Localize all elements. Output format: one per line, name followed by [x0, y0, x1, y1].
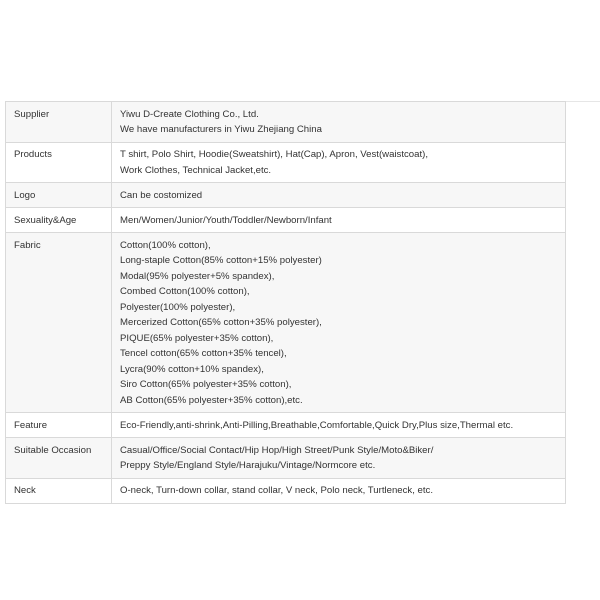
- value-line: Polyester(100% polyester),: [120, 301, 236, 313]
- row-neck: [6, 478, 566, 503]
- value-line: Long-staple Cotton(85% cotton+15% polyester): [120, 255, 322, 266]
- value-line: PIQUE(65% polyester+35% cotton),: [120, 332, 274, 344]
- value-line: Men/Women/Junior/Youth/Toddler/Newborn/Infant: [120, 214, 332, 226]
- row-value: [112, 478, 566, 503]
- row-value: [112, 413, 566, 438]
- value-line: Cotton(100% cotton),: [120, 239, 211, 251]
- row-label: Neck: [6, 478, 112, 503]
- value-line: Lycra(90% cotton+10% spandex),: [120, 363, 264, 375]
- value-line: Combed Cotton(100% cotton),: [120, 286, 250, 297]
- row-value: [112, 102, 566, 143]
- row-products: [6, 142, 566, 183]
- value-line: Work Clothes, Technical Jacket,etc.: [120, 164, 272, 176]
- value-line: O-neck, Turn-down collar, stand collar, V neck, Polo neck, Turtleneck, etc.: [120, 485, 434, 496]
- value-line: Yiwu D-Create Clothing Co., Ltd.: [120, 108, 259, 120]
- row-logo: [6, 183, 566, 208]
- value-line: We have manufacturers in Yiwu Zhejiang China: [120, 124, 322, 135]
- value-line: Preppy Style/England Style/Harajuku/Vintage/Normcore etc.: [120, 460, 376, 471]
- value-line: Casual/Office/Social Contact/Hip Hop/High Street/Punk Style/Moto&Biker/: [120, 444, 434, 456]
- row-value: [112, 142, 566, 183]
- value-line: AB Cotton(65% polyester+35% cotton),etc.: [120, 394, 303, 406]
- row-label: Supplier: [6, 102, 112, 143]
- value-line: T shirt, Polo Shirt, Hoodie(Sweatshirt), Hat(Cap), Apron, Vest(waistcoat),: [120, 149, 429, 160]
- value-line: Mercerized Cotton(65% cotton+35% polyester),: [120, 317, 322, 328]
- row-feature: [6, 413, 566, 438]
- row-value: [112, 183, 566, 208]
- row-label: Feature: [6, 413, 112, 438]
- row-supplier: [6, 102, 566, 143]
- row-label: Suitable Occasion: [6, 438, 112, 479]
- row-label: Fabric: [6, 233, 112, 413]
- row-sexuality-age: [6, 208, 566, 233]
- row-suitable-occasion: [6, 438, 566, 479]
- row-value: [112, 208, 566, 233]
- row-label: Sexuality&Age: [6, 208, 112, 233]
- value-line: Can be costomized: [120, 189, 203, 201]
- row-label: Logo: [6, 183, 112, 208]
- table-top-rule-extension: [566, 101, 600, 102]
- row-value: [112, 438, 566, 479]
- value-line: Tencel cotton(65% cotton+35% tencel),: [120, 348, 287, 359]
- spec-table-body: [6, 102, 566, 504]
- product-spec-table: [5, 101, 566, 504]
- value-line: Modal(95% polyester+5% spandex),: [120, 270, 275, 282]
- row-label: Products: [6, 142, 112, 183]
- row-value: [112, 233, 566, 413]
- value-line: Eco-Friendly,anti-shrink,Anti-Pilling,Breathable,Comfortable,Quick Dry,Plus size,Thermal etc.: [120, 419, 514, 431]
- row-fabric: [6, 233, 566, 413]
- value-line: Siro Cotton(65% polyester+35% cotton),: [120, 379, 292, 390]
